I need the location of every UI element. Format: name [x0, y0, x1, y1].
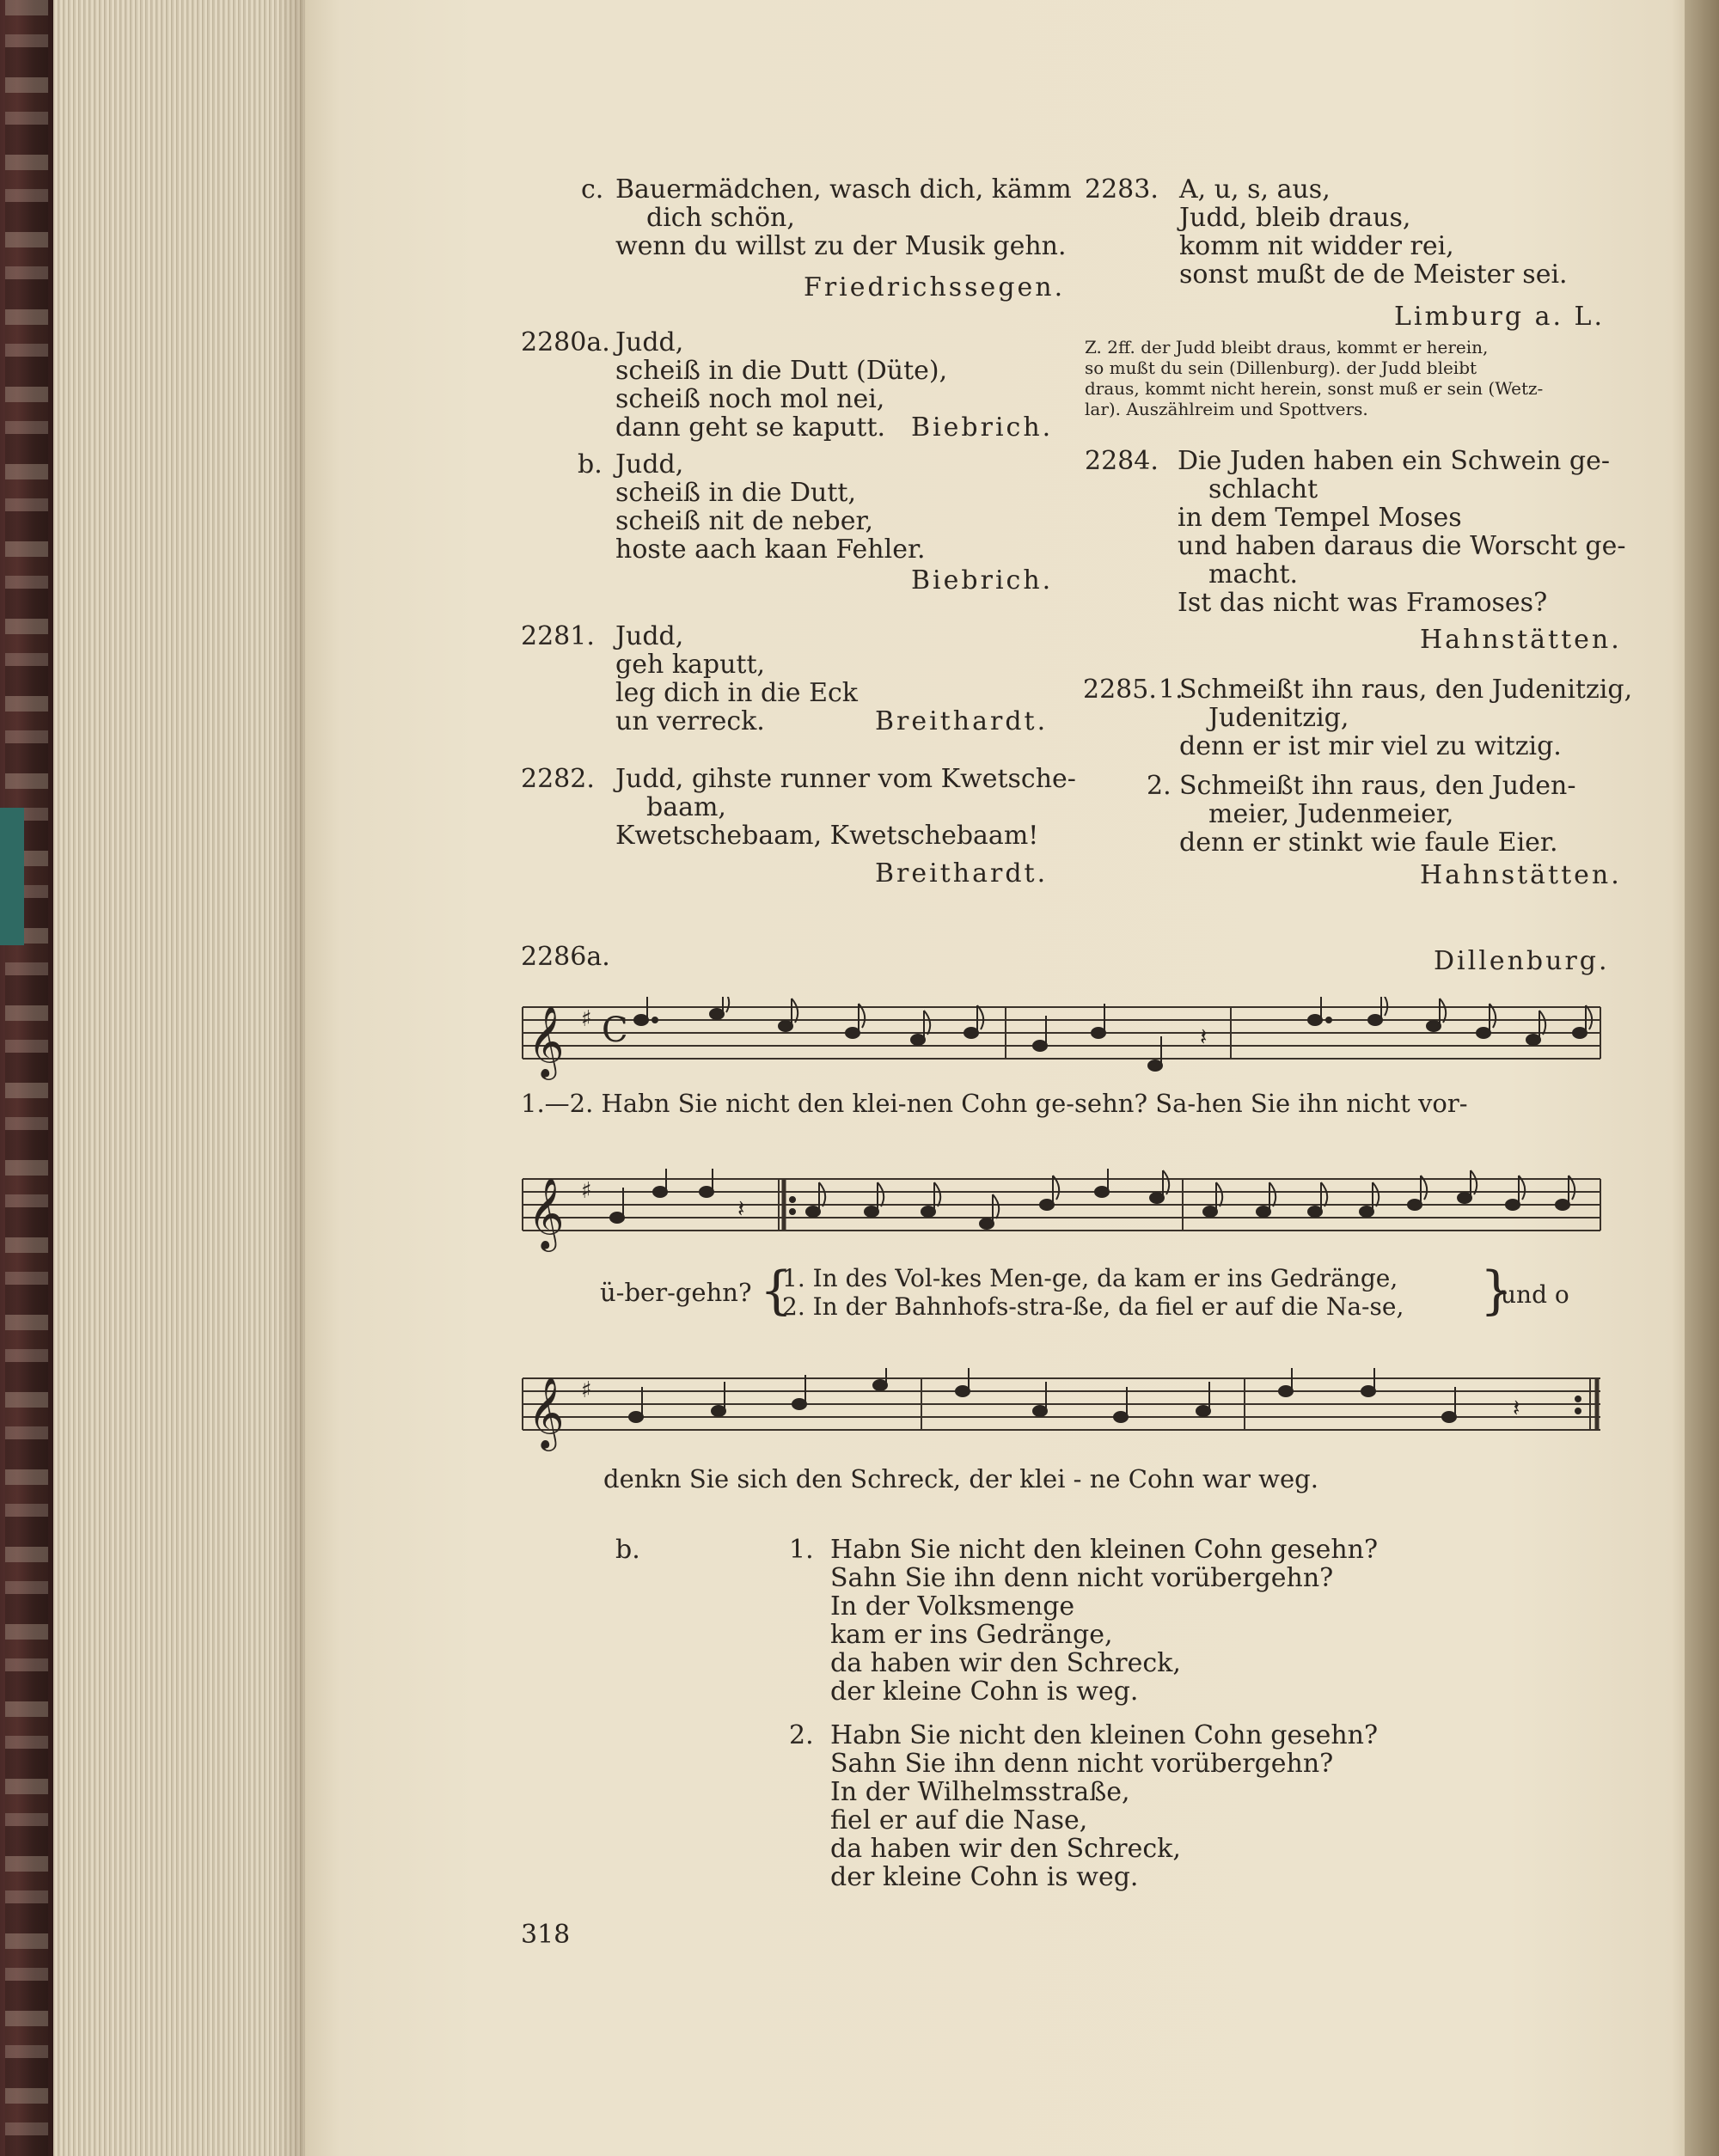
svg-text:C: C	[602, 1011, 628, 1050]
verse-line: A, u, s, aus,	[1179, 174, 1331, 205]
footnote-line: draus, kommt nicht herein, sonst muß er sein (Wetz-	[1085, 378, 1544, 399]
svg-text:𝄽: 𝄽	[737, 1194, 745, 1223]
place-name: Dillenburg.	[1434, 946, 1610, 976]
music-staff	[516, 997, 1607, 1091]
item-label: b.	[578, 449, 603, 479]
verse-line: baam,	[646, 792, 726, 822]
page-stack-edges	[53, 0, 311, 2156]
verse-line: Kwetschebaam, Kwetschebaam!	[615, 821, 1039, 851]
verse-line: Habn Sie nicht den kleinen Cohn gesehn?	[830, 1720, 1379, 1750]
verse-line: denn er ist mir viel zu witzig.	[1179, 731, 1562, 761]
verse-number: 2.	[1147, 771, 1171, 801]
verse-line: Schmeißt ihn raus, den Judenitzig,	[1179, 675, 1633, 705]
verse-line: der kleine Cohn is weg.	[830, 1862, 1139, 1892]
verse-line: Schmeißt ihn raus, den Juden-	[1179, 771, 1576, 801]
svg-text:♯: ♯	[581, 1006, 592, 1032]
verse-line: Judd, bleib draus,	[1179, 203, 1411, 233]
verse-line: Judd, gihste runner vom Kwetsche-	[615, 764, 1076, 794]
verse-line: Die Juden haben ein Schwein ge-	[1178, 446, 1610, 476]
item-label: c.	[581, 174, 604, 205]
place-name: Limburg a. L.	[1394, 302, 1605, 332]
verse-line: dann geht se kaputt.	[615, 412, 886, 443]
verse-number: 1.	[1159, 675, 1184, 705]
verse-line: kam er ins Gedränge,	[830, 1620, 1113, 1650]
verse-line: dich schön,	[646, 203, 795, 233]
verse-line: scheiß in die Dutt (Düte),	[615, 356, 948, 386]
left-brace: {	[760, 1261, 793, 1321]
svg-text:𝄞: 𝄞	[528, 1005, 565, 1077]
verse-number: 1.	[789, 1535, 814, 1565]
svg-text:𝄞: 𝄞	[528, 1176, 565, 1249]
item-label: 2285.	[1083, 675, 1157, 705]
verse-line: schlacht	[1208, 474, 1318, 504]
verse-line: in dem Tempel Moses	[1178, 503, 1462, 533]
verse-line: der kleine Cohn is weg.	[830, 1677, 1139, 1707]
book-cover-edge	[0, 0, 60, 2156]
verse-line: sonst mußt de de Meister sei.	[1179, 260, 1568, 290]
lyrics-line: denkn Sie sich den Schreck, der klei - ne Cohn war weg.	[603, 1464, 1318, 1493]
lyrics-line: 1. In des Vol-kes Men-ge, da kam er ins Gedränge,	[782, 1264, 1398, 1292]
place-name: Biebrich.	[911, 565, 1054, 595]
svg-text:𝄽: 𝄽	[1513, 1394, 1520, 1422]
verse-line: wenn du willst zu der Musik gehn.	[615, 231, 1067, 261]
music-staff	[516, 1169, 1607, 1263]
lyrics-line: und o	[1501, 1280, 1569, 1309]
place-name: Breithardt.	[875, 858, 1049, 889]
verse-line: leg dich in die Eck	[615, 678, 858, 708]
verse-line: Judd,	[615, 621, 684, 651]
item-label: 2282.	[521, 764, 595, 794]
item-label: b.	[615, 1535, 640, 1565]
verse-line: komm nit widder rei,	[1179, 231, 1454, 261]
verse-line: Sahn Sie ihn denn nicht vorübergehn?	[830, 1563, 1334, 1593]
verse-line: Judd,	[615, 327, 684, 357]
verse-line: macht.	[1208, 559, 1299, 589]
footnote-line: lar). Auszählreim und Spottvers.	[1085, 399, 1368, 419]
right-page-edge	[1685, 0, 1719, 2156]
svg-text:♯: ♯	[581, 1377, 592, 1403]
lyrics-line: 1.—2. Habn Sie nicht den klei-nen Cohn ge-sehn? Sa-hen Sie ihn nicht vor-	[521, 1089, 1468, 1118]
verse-line: da haben wir den Schreck,	[830, 1834, 1181, 1864]
place-name: Friedrichssegen.	[804, 272, 1066, 302]
page-number: 318	[521, 1920, 571, 1950]
lyrics-line: 2. In der Bahnhofs-stra-ße, da fiel er auf die Na-se,	[782, 1292, 1404, 1321]
verse-line: Habn Sie nicht den kleinen Cohn gesehn?	[830, 1535, 1379, 1565]
item-label: 2280a.	[521, 327, 610, 357]
place-name: Hahnstätten.	[1420, 625, 1622, 655]
verse-number: 2.	[789, 1720, 814, 1750]
footnote-line: so mußt du sein (Dillenburg). der Judd bleibt	[1085, 357, 1477, 378]
verse-line: meier, Judenmeier,	[1208, 799, 1454, 829]
right-brace: }	[1480, 1261, 1514, 1321]
verse-line: hoste aach kaan Fehler.	[615, 534, 926, 565]
music-staff	[516, 1368, 1607, 1463]
item-label: 2284.	[1085, 446, 1159, 476]
verse-line: und haben daraus die Worscht ge-	[1178, 531, 1626, 561]
verse-line: Bauermädchen, wasch dich, kämm	[615, 174, 1072, 205]
verse-line: un verreck.	[615, 706, 765, 736]
verse-line: geh kaputt,	[615, 650, 766, 680]
item-label: 2281.	[521, 621, 595, 651]
place-name: Hahnstätten.	[1420, 860, 1622, 890]
item-label: 2286a.	[521, 942, 610, 972]
verse-line: Ist das nicht was Framoses?	[1178, 588, 1548, 618]
verse-line: scheiß in die Dutt,	[615, 478, 857, 508]
place-name: Breithardt.	[875, 706, 1049, 736]
verse-line: In der Volksmenge	[830, 1591, 1075, 1622]
book-cover-tab	[0, 808, 24, 945]
place-name: Biebrich.	[911, 412, 1054, 443]
verse-line: Judenitzig,	[1208, 703, 1349, 733]
verse-line: da haben wir den Schreck,	[830, 1648, 1181, 1678]
footnote-line: Z. 2ff. der Judd bleibt draus, kommt er herein,	[1085, 337, 1489, 357]
verse-line: Sahn Sie ihn denn nicht vorübergehn?	[830, 1749, 1334, 1779]
verse-line: In der Wilhelmsstraße,	[830, 1777, 1130, 1807]
verse-line: fiel er auf die Nase,	[830, 1805, 1088, 1835]
verse-line: Judd,	[615, 449, 684, 479]
svg-text:𝄽: 𝄽	[1200, 1023, 1208, 1051]
verse-line: scheiß noch mol nei,	[615, 384, 885, 414]
lyrics-line: ü-ber-gehn?	[600, 1278, 752, 1307]
svg-text:♯: ♯	[581, 1178, 592, 1204]
verse-line: scheiß nit de neber,	[615, 506, 874, 536]
svg-text:𝄞: 𝄞	[528, 1376, 565, 1448]
item-label: 2283.	[1085, 174, 1159, 205]
verse-line: denn er stinkt wie faule Eier.	[1179, 828, 1558, 858]
